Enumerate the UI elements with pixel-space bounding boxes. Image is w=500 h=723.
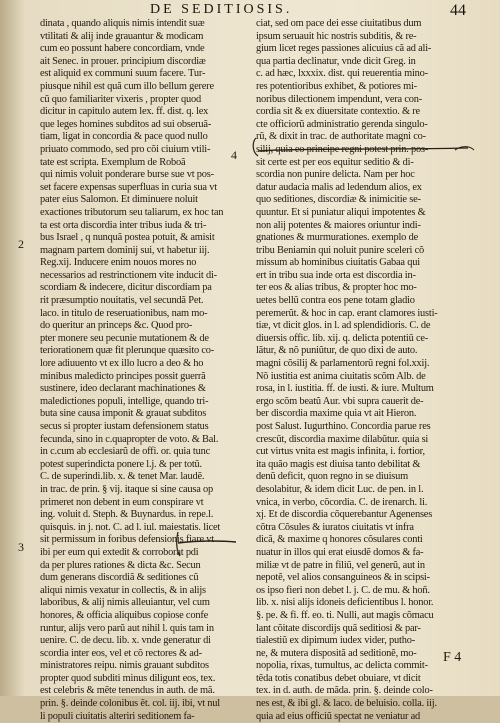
- right-text-line: lãtur, & nõ puniũtur, de quo dixi de auto.: [256, 345, 418, 357]
- left-text-line: pater eius Salomon. Et diminuere noluit: [40, 194, 198, 206]
- right-text-line: peremerũt. & hoc in cap. erant clamores iusti-: [256, 307, 438, 319]
- left-text-line: in c.cum ab ecclesiarũ de offi. or. quia tunc: [40, 446, 210, 458]
- left-text-line: C. de superindi.lib. x. & tenet Mar. laudẽ.: [40, 471, 205, 483]
- left-text-line: sustinere, ideo declarant machinationes &: [40, 383, 206, 395]
- right-text-line: ter eos & alias tribus, & propter hoc mo-: [256, 282, 417, 294]
- left-text-line: vtilitati & alij inde grauantur & modicam: [40, 30, 204, 42]
- right-text-line: denũ deficit, quon regno in se diuisum: [256, 471, 408, 483]
- left-text-line: que leges homines subditos ad sui obseruã-: [40, 118, 212, 130]
- right-text-line: ert in tribu sua inde orta est discordia in-: [256, 269, 416, 281]
- running-title: DE SEDITIOSIS.: [150, 2, 293, 17]
- left-text-line: tiam, ligat in concordia & pace quod nullo: [40, 131, 208, 143]
- left-text-line: priuato commodo, sed pro cõi ciuium vtili-: [40, 143, 211, 155]
- right-text-line: scordia non punire delicta. Nam per hoc: [256, 169, 415, 181]
- left-text-line: runtur, alijs vero parũ aut nihil l. quis tam in: [40, 622, 214, 634]
- left-text-line: propter quod subditi minus diligunt eos, tex.: [40, 672, 216, 684]
- right-text-line: ita quão magis est diuisa tanto debilitat &: [256, 458, 421, 470]
- left-text-line: primeret non debent in eum conspirare vt: [40, 496, 204, 508]
- left-text-line: fecunda, sino in c.quapropter de voto. & Bal.: [40, 433, 219, 445]
- right-text-line: cordia sit & ex diuersitate contextio. & re: [256, 106, 420, 118]
- left-text-line: laboribus, & alij nimis alleuiantur, vel cum: [40, 597, 210, 609]
- right-text-line: ne, & mutera dispositã ad seditionẽ, mo-: [256, 647, 417, 659]
- left-text-line: aliqui nimis vexatur in collectis, & in alijs: [40, 584, 206, 596]
- right-text-line: Nõ iustitia est anima ciuitatis scõm Alb. de: [256, 370, 426, 382]
- left-text-line: li populi ciuitatis alteriri seditionem fa-: [40, 710, 195, 722]
- right-text-line: quo seditiones, discordiæ & inimicitie se-: [256, 194, 421, 206]
- left-text-line: ibi per eum qui extedit & corroborat pdi: [40, 546, 199, 558]
- left-text-line: scordia inter eos, vel et cõ rectores & ad-: [40, 647, 202, 659]
- right-text-line: ergo scõm beatũ Aur. vbi supra cauerit de-: [256, 395, 424, 407]
- right-text-line: quia ad eius officiũ spectat ne veniatur ad: [256, 710, 421, 722]
- right-text-line: gium licet reges passiones alicuius cã ad ali-: [256, 43, 432, 55]
- right-text-line: crescũt, discordia maxime dilabũtur. quia si: [256, 433, 429, 445]
- left-text-line: secus si propter iustam defensionem status: [40, 421, 209, 432]
- right-text-line: sit certe est per eos equitur seditio & di-: [256, 156, 414, 168]
- left-text-line: maledictiones populi, intellige, quando tri-: [40, 395, 209, 407]
- left-text-line: necessarios ad restrinctionem vite inducit di-: [40, 269, 217, 281]
- left-text-line: da per plures rationes & dicta &c. Secun: [40, 559, 201, 571]
- right-text-line: cõtra Cõsules & iuratos ciuitatis vt infra: [256, 521, 414, 533]
- right-text-line: tialestiũ ex dipimum iudex vider, putho-: [256, 635, 415, 647]
- right-text-line: miliæ vt de patre in filiũ, vel generũ, aut in: [256, 559, 425, 571]
- left-text-line: dinata , quando aliquis nimis intendit suæ: [40, 18, 205, 29]
- left-text-line: est aliquid ex communi suum facere. Tur-: [40, 68, 206, 80]
- left-text-line: buta sine causa imponit & grauat subditos: [40, 408, 207, 420]
- right-text-line: rũ, & dixit in trac. de authoritate magni co-: [256, 131, 426, 143]
- left-text-line: tate est scripta. Exemplum de Roboã: [40, 156, 186, 168]
- left-text-line: pter monere seu pecunie mutationem & de: [40, 332, 209, 344]
- left-text-line: ing. voluit d. Steph. & Buynardus. in repe.l.: [40, 509, 214, 521]
- left-text-line: Reg.xij. Inducere enim nouos mores no: [40, 257, 197, 269]
- left-text-line: prin. §. deinde colonibus ẽt. col. iij. ibi, vt nul: [40, 698, 220, 710]
- right-text-line: qua partia declinatur, vnde dicit Greg. in: [256, 55, 416, 67]
- left-text-line: ta est orta discordia inter tribus iuda & tri-: [40, 219, 207, 231]
- margin-note-2: 2: [18, 237, 24, 251]
- left-text-line: potest superindicta ponere l.j. & per totũ.: [40, 458, 202, 470]
- left-text-line: cũ quo familiariter vixeris , propter quod: [40, 93, 201, 105]
- left-text-line: piusque nihil est quã cum illo bellum gerere: [40, 80, 214, 92]
- left-text-line: honores, & officia aliquibus copiose confe: [40, 609, 209, 621]
- right-text-line: os ipso fieri non debet l. j. C. de mu. & hoñ.: [256, 584, 430, 596]
- right-text-column: [256, 18, 476, 723]
- left-text-line: exactiones tributorum seu taliarum, ex hoc tan: [40, 206, 224, 218]
- left-text-line: dum generans discordiã & seditiones cũ: [40, 572, 199, 584]
- left-text-line: sit permissum in foribus defensionis fiare vt: [40, 534, 214, 546]
- left-text-line: lore adiuuento vt ex illo lucro a deo & ho: [40, 358, 204, 370]
- right-text-line: magni cõsilij & parlamentorũ regni fol.xxij.: [256, 358, 430, 370]
- right-text-line: cut virtus vnita est magis infinita, i. fortior,: [256, 446, 425, 458]
- left-text-line: do queritur an princeps &c. Quod pro-: [40, 320, 193, 332]
- right-text-line: lant cõitate discordijs quã seditiosi & par-: [256, 622, 421, 634]
- left-text-column: [40, 18, 260, 723]
- right-text-line: missum ab hominibus ciuitatis Gabaa qui: [256, 257, 420, 269]
- right-text-line: xj. Et de discordia cõquerebantur Agenenses: [256, 509, 433, 521]
- right-text-line: vnica, in verbo, cõcordia. C. de irenarch. li.: [256, 496, 428, 508]
- right-text-line: silij, quia eo principe regni potest prin. pos-: [256, 143, 429, 155]
- signature-mark: F 4: [443, 650, 462, 665]
- right-text-line: tẽda totis conatibus debet obuiare, vt dicit: [256, 672, 421, 684]
- left-text-line: ministratores reipu. nimis grauant subditos: [40, 660, 209, 672]
- right-text-line: quuntur. Et si puniatur aliqui impotentes &: [256, 206, 426, 218]
- right-text-line: ber discordia maxime quia vt ait Hieron.: [256, 408, 417, 420]
- right-text-line: tribu Beniamin qui noluit punire sceleri cõ: [256, 244, 425, 256]
- left-text-line: cum eo possunt habere concordiam, vnde: [40, 43, 205, 55]
- right-text-line: diuersis offic. lib. xij. q. delicta potentiũ ce-: [256, 332, 429, 344]
- left-text-line: rit præsumptio nouitatis, vel secundã Pet.: [40, 295, 204, 307]
- right-text-line: tex. in d. auth. de mãda. prin. §. deinde colo-: [256, 685, 433, 697]
- left-text-line: in trac. de prin. § vij. itaque si sine causa op: [40, 483, 214, 495]
- right-text-line: nepotẽ, vel alios consanguineos & in scipsi-: [256, 572, 430, 584]
- left-text-line: magnam partem dominij sui, vt habetur iij.: [40, 244, 210, 256]
- left-text-line: uenire. C. de decu. lib. x. vnde generatur di: [40, 635, 211, 647]
- left-text-line: minibus maledicto principes possit guerrã: [40, 370, 206, 382]
- right-text-line: cte officiorũ administratio gerenda singulo-: [256, 118, 428, 130]
- left-text-line: set facere expensas superfluas in curia sua vt: [40, 181, 217, 193]
- left-text-line: dicitur in capitulo autem lex. ff. dist. q. lex: [40, 106, 209, 118]
- left-text-line: est celebris & mẽte tenendus in auth. de mã.: [40, 685, 215, 697]
- right-text-line: gnationes & murmurationes. exemplo de: [256, 232, 418, 244]
- left-text-line: ait Senec. in prouer. principium discordiæ: [40, 55, 206, 67]
- margin-note-4: 4: [231, 148, 237, 162]
- right-text-line: ciat, sed om pace dei esse ciuitatibus dum: [256, 18, 422, 29]
- right-text-line: §. pe. & fi. ff. eo. ti. Nulli, aut magis cõmacu: [256, 609, 434, 621]
- right-text-line: nopolia, rixas, tumultus, ac delicta commit-: [256, 660, 428, 672]
- right-text-line: nuatur in illos qui erat eiusdẽ domos & fa-: [256, 546, 424, 558]
- right-text-line: datur audacia malis ad ledendum alios, ex: [256, 181, 422, 193]
- right-text-line: dicã, & maxime q honores cõsulares conti: [256, 534, 423, 546]
- margin-note-3: 3: [18, 540, 24, 554]
- right-text-line: desolabitur, & idem dicit Luc. de pen. in l.: [256, 483, 424, 495]
- right-text-line: res potentioribus exhibet, & potiores mi-: [256, 80, 417, 92]
- right-text-line: rosa, in l. iustitia. ff. de iusti. & iure. Multum: [256, 383, 434, 395]
- left-text-line: teriorationem quæ fit plerunque quæsito co-: [40, 345, 215, 357]
- right-text-line: post Salust. Iugurthino. Concordia parue res: [256, 421, 431, 432]
- left-text-line: bus Israel , q nunquã postea potuit, & amisit: [40, 232, 215, 244]
- right-text-line: uetes bellũ contra eos pene totam gladio: [256, 295, 415, 307]
- left-text-line: quisquis. in j. not. C. ad l. iul. maiestatis. licet: [40, 521, 221, 533]
- right-text-line: non alij potentes & maiores oriuntur indi-: [256, 219, 421, 231]
- left-text-line: scordiam & indecere, dicitur discordiam pa: [40, 282, 212, 294]
- right-text-line: c. ad hæc, lxxxix. dist. qui reuerentia mino-: [256, 68, 428, 80]
- right-text-line: lib. x. nisi alijs idoneis deficientibus l. honor.: [256, 597, 434, 609]
- right-text-line: ipsum seruauit hic nostris subditis, & re-: [256, 30, 417, 42]
- right-text-line: nes est, & ibi gl. & laco. de beluisio. colla. iij.: [256, 698, 437, 710]
- right-text-line: tiæ, vt dicit glos. in l. ad splendidioris. C. de: [256, 320, 431, 332]
- left-text-line: qui nimis voluit ponderare burse sue vt pos-: [40, 169, 214, 181]
- right-text-line: noribus dilectionem impendunt, vera con-: [256, 93, 422, 105]
- folio-number: 44: [450, 2, 466, 19]
- left-text-line: laco. in titulo de reseruationibus, nam mo-: [40, 307, 208, 319]
